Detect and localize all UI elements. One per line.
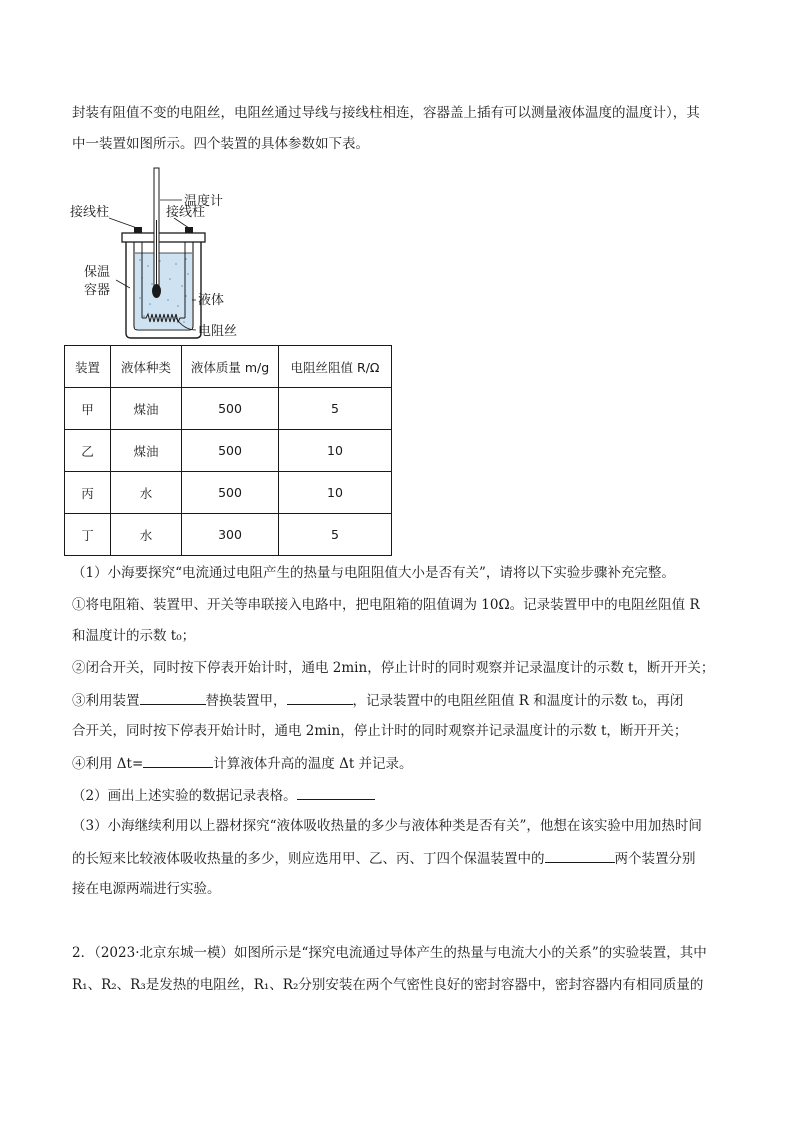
apparatus-diagram — [64, 160, 324, 342]
intro-line-2: 中一装置如图所示。四个装置的具体参数如下表。 — [72, 136, 369, 152]
q1-step4-text-a: ④利用 Δt= — [72, 756, 144, 772]
answer-blank-formula[interactable] — [143, 753, 213, 768]
answer-blank-operation[interactable] — [287, 690, 353, 705]
table-header-cell: 液体种类 — [111, 346, 182, 388]
label-terminal-right: 接线柱 — [166, 205, 206, 220]
table-cell: 水 — [111, 472, 182, 514]
table-header-cell: 液体质量 m/g — [182, 346, 279, 388]
thermometer-bulb — [152, 284, 161, 298]
table-cell: 5 — [279, 514, 392, 556]
q3-line2 — [72, 848, 732, 869]
table-cell: 500 — [182, 388, 279, 430]
table-row — [65, 388, 392, 430]
q3-line1: （3）小海继续利用以上器材探究“液体吸收热量的多少与液体种类是否有关”，他想在该实验中用加热时间 — [72, 818, 702, 834]
q2-line — [72, 785, 732, 806]
label-thermometer: 温度计 — [184, 194, 224, 209]
q1-step3-line2: 合开关，同时按下停表开始计时，通电 2min，停止计时的同时观察并记录温度计的示数 t，断开开关； — [72, 723, 688, 739]
q1-step3-text-a: ③利用装置 — [72, 693, 140, 709]
q2-text: （2）画出上述实验的数据记录表格。 — [72, 788, 297, 804]
q1-step4-text-b: 计算液体升高的温度 Δt 并记录。 — [213, 756, 413, 772]
q1-step3-line1 — [72, 690, 732, 711]
table-header-row — [65, 346, 392, 388]
table-cell: 500 — [182, 472, 279, 514]
p2-line2: R₁、R₂、R₃是发热的电阻丝，R₁、R₂分别安装在两个气密性良好的密封容器中，密封容器内有相同质量的 — [72, 977, 704, 993]
label-container-2: 容器 — [84, 283, 111, 298]
q1-stem: （1）小海要探究“电流通过电阻产生的热量与电阻阻值大小是否有关”，请将以下实验步骤补充完整。 — [72, 565, 675, 581]
table-cell: 丁 — [65, 514, 111, 556]
table-cell: 甲 — [65, 388, 111, 430]
label-resistor: 电阻丝 — [198, 324, 238, 339]
table-cell: 10 — [279, 430, 392, 472]
q1-step3-text-b: 替换装置甲， — [205, 693, 287, 709]
terminal-left-post — [134, 227, 142, 233]
label-terminal-left: 接线柱 — [70, 205, 110, 220]
answer-blank-device[interactable] — [140, 690, 206, 705]
table-header-cell: 电阻丝阻值 R/Ω — [279, 346, 392, 388]
intro-line-1: 封装有阻值不变的电阻丝，电阻丝通过导线与接线柱相连，容器盖上插有可以测量液体温度的温度计），其 — [72, 105, 700, 121]
answer-blank-table[interactable] — [297, 785, 375, 800]
table-row — [65, 472, 392, 514]
table-cell: 煤油 — [111, 388, 182, 430]
answer-blank-devices[interactable] — [545, 848, 615, 863]
table-cell: 水 — [111, 514, 182, 556]
q3-text-b: 两个装置分别 — [614, 851, 696, 867]
q3-line3: 接在电源两端进行实验。 — [72, 881, 221, 897]
table-cell: 10 — [279, 472, 392, 514]
p2-line1: 2．（2023·北京东城一模）如图所示是“探究电流通过导体产生的热量与电流大小的关系”的实验装置，其中 — [72, 945, 707, 961]
q1-step2: ②闭合开关，同时按下停表开始计时，通电 2min，停止计时的同时观察并记录温度计的示数 t，断开开关； — [72, 660, 715, 676]
label-container-1: 保温 — [84, 265, 111, 280]
table-row — [65, 430, 392, 472]
q1-step1-line1: ①将电阻箱、装置甲、开关等串联接入电路中，把电阻箱的阻值调为 10Ω。记录装置甲中的电阻丝阻值 R — [72, 597, 700, 613]
table-row — [65, 514, 392, 556]
q3-text-a: 的长短来比较液体吸收热量的多少，则应选用甲、乙、丙、丁四个保温装置中的 — [72, 851, 545, 867]
table-cell: 300 — [182, 514, 279, 556]
table-header-cell: 装置 — [65, 346, 111, 388]
table-cell: 500 — [182, 430, 279, 472]
q1-step3-text-c: ，记录装置中的电阻丝阻值 R 和温度计的示数 t₀，再闭 — [352, 693, 684, 709]
label-liquid: 液体 — [198, 293, 225, 308]
q1-step1-line2: 和温度计的示数 t₀； — [72, 628, 196, 644]
q1-step4 — [72, 753, 732, 774]
apparatus-svg — [64, 160, 324, 342]
parameter-table — [64, 345, 392, 556]
table-cell: 丙 — [65, 472, 111, 514]
table-cell: 乙 — [65, 430, 111, 472]
table-cell: 煤油 — [111, 430, 182, 472]
table-cell: 5 — [279, 388, 392, 430]
leader-terminal-left — [109, 218, 137, 228]
leader-container — [116, 280, 130, 288]
container-lid — [122, 233, 205, 242]
